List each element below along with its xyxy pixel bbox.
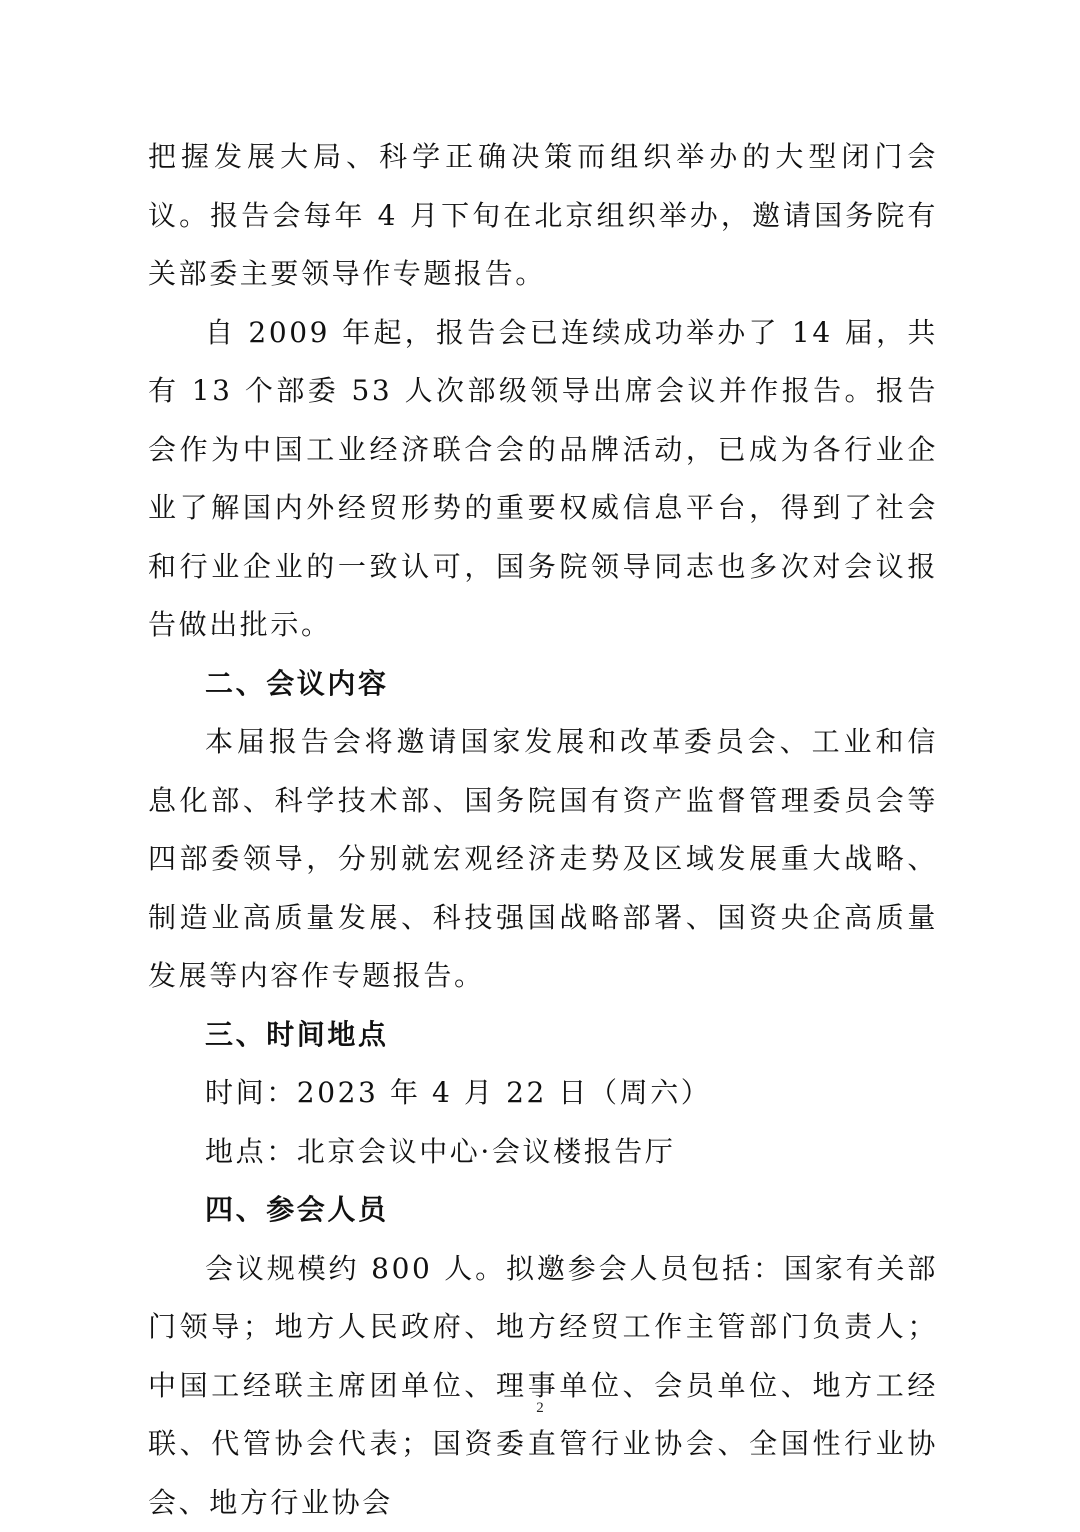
paragraph-meeting-content: 本届报告会将邀请国家发展和改革委员会、工业和信息化部、科学技术部、国务院国有资产监督管理委员会等四部委领导，分别就宏观经济走势及区域发展重大战略、制造业高质量发展、科技强国战略部署、国资央企高质量发展等内容作专题报告。 <box>148 713 938 1006</box>
heading-attendees: 四、参会人员 <box>148 1181 938 1240</box>
paragraph-time: 时间：2023 年 4 月 22 日（周六） <box>148 1064 938 1123</box>
paragraph-continuation: 把握发展大局、科学正确决策而组织举办的大型闭门会议。报告会每年 4 月下旬在北京组织举办，邀请国务院有关部委主要领导作专题报告。 <box>148 128 938 304</box>
paragraph-attendees: 会议规模约 800 人。拟邀参会人员包括：国家有关部门领导；地方人民政府、地方经贸工作主管部门负责人；中国工经联主席团单位、理事单位、会员单位、地方工经联、代管协会代表；国资委直管行业协会、全国性行业协会、地方行业协会 <box>148 1240 938 1532</box>
paragraph-history: 自 2009 年起，报告会已连续成功举办了 14 届，共有 13 个部委 53 人次部级领导出席会议并作报告。报告会作为中国工业经济联合会的品牌活动，已成为各行业企业了解国内外经贸形势的重要权威信息平台，得到了社会和行业企业的一致认可，国务院领导同志也多次对会议报告做出批示。 <box>148 304 938 655</box>
body-text <box>148 128 938 1532</box>
heading-time-place: 三、时间地点 <box>148 1006 938 1065</box>
paragraph-place: 地点：北京会议中心·会议楼报告厅 <box>148 1123 938 1182</box>
page-number: 2 <box>0 1400 1080 1417</box>
heading-meeting-content: 二、会议内容 <box>148 655 938 714</box>
